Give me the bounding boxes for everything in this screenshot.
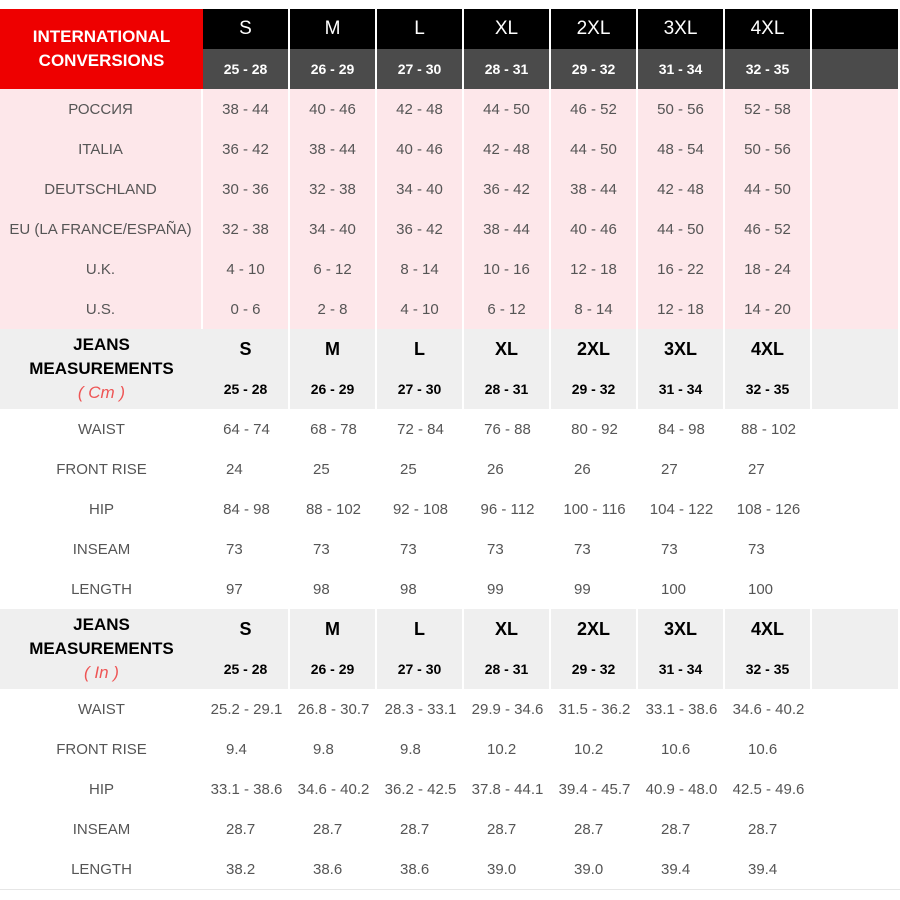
table-cell: 34 - 40 — [377, 169, 464, 209]
table-cell: 10.2 — [464, 729, 551, 769]
table-cell: 40 - 46 — [290, 89, 377, 129]
table-cell: 73 — [638, 529, 725, 569]
table-cell: 64 - 74 — [203, 409, 290, 449]
size-header: L — [377, 609, 464, 649]
size-range: 29 - 32 — [551, 369, 638, 409]
table-cell: 44 - 50 — [638, 209, 725, 249]
table-cell: 76 - 88 — [464, 409, 551, 449]
size-header: 3XL — [638, 609, 725, 649]
table-cell: 100 - 116 — [551, 489, 638, 529]
table-cell: 40 - 46 — [377, 129, 464, 169]
size-header: 3XL — [638, 9, 725, 49]
size-header: L — [377, 9, 464, 49]
table-cell: 28.7 — [638, 809, 725, 849]
table-cell: 26 — [551, 449, 638, 489]
table-cell: 28.3 - 33.1 — [377, 689, 464, 729]
size-range: 27 - 30 — [377, 369, 464, 409]
table-row-waist-in — [0, 689, 900, 730]
table-cell: 88 - 102 — [725, 409, 812, 449]
table-cell: 34 - 40 — [290, 209, 377, 249]
table-cell: 44 - 50 — [464, 89, 551, 129]
table-cell: 98 — [290, 569, 377, 609]
row-label: FRONT RISE — [0, 729, 203, 769]
row-label: ITALIA — [0, 129, 203, 169]
table-cell: 2 - 8 — [290, 289, 377, 329]
table-cell: 73 — [464, 529, 551, 569]
table-cell: 0 - 6 — [203, 289, 290, 329]
title-line-2: MEASUREMENTS — [29, 359, 174, 378]
table-cell: 34.6 - 40.2 — [725, 689, 812, 729]
table-cell: 28.7 — [377, 809, 464, 849]
table-cell: 68 - 78 — [290, 409, 377, 449]
conversion-size-range-row — [0, 49, 900, 89]
table-cell: 14 - 20 — [725, 289, 812, 329]
table-row-eu — [0, 209, 900, 249]
table-cell: 18 - 24 — [725, 249, 812, 289]
table-cell: 36.2 - 42.5 — [377, 769, 464, 809]
row-label: РОССИЯ — [0, 89, 203, 129]
table-cell: 28.7 — [290, 809, 377, 849]
table-cell: 92 - 108 — [377, 489, 464, 529]
table-cell: 33.1 - 38.6 — [638, 689, 725, 729]
table-cell: 32 - 38 — [203, 209, 290, 249]
size-header: M — [290, 9, 377, 49]
table-row-inseam-cm — [0, 529, 900, 570]
size-range: 29 - 32 — [551, 49, 638, 89]
size-range: 26 - 29 — [290, 369, 377, 409]
row-label: DEUTSCHLAND — [0, 169, 203, 209]
table-cell: 10 - 16 — [464, 249, 551, 289]
table-cell: 31.5 - 36.2 — [551, 689, 638, 729]
size-header: XL — [464, 609, 551, 649]
table-cell: 32 - 38 — [290, 169, 377, 209]
table-cell: 9.8 — [290, 729, 377, 769]
table-cell: 10.6 — [725, 729, 812, 769]
table-cell: 9.4 — [203, 729, 290, 769]
table-cell: 36 - 42 — [464, 169, 551, 209]
table-cell: 38.6 — [377, 849, 464, 889]
table-row-front-rise-cm — [0, 449, 900, 490]
conversion-size-header-row — [0, 9, 900, 49]
table-cell: 39.4 — [725, 849, 812, 889]
table-cell: 38 - 44 — [464, 209, 551, 249]
table-cell: 97 — [203, 569, 290, 609]
table-cell: 73 — [203, 529, 290, 569]
table-cell: 50 - 56 — [725, 129, 812, 169]
size-range: 27 - 30 — [377, 49, 464, 89]
size-header: S — [203, 609, 290, 649]
table-cell: 27 — [638, 449, 725, 489]
table-cell: 39.4 — [638, 849, 725, 889]
table-cell: 8 - 14 — [551, 289, 638, 329]
table-cell: 12 - 18 — [551, 249, 638, 289]
size-range: 28 - 31 — [464, 649, 551, 689]
size-range: 26 - 29 — [290, 49, 377, 89]
table-cell: 26 — [464, 449, 551, 489]
table-cell: 12 - 18 — [638, 289, 725, 329]
table-cell: 36 - 42 — [377, 209, 464, 249]
row-label: EU (LA FRANCE/ESPAÑA) — [0, 209, 203, 249]
size-range: 25 - 28 — [203, 49, 290, 89]
row-label: LENGTH — [0, 849, 203, 889]
size-header: L — [377, 329, 464, 369]
size-range: 31 - 34 — [638, 369, 725, 409]
table-cell: 4 - 10 — [203, 249, 290, 289]
table-cell: 73 — [377, 529, 464, 569]
table-cell: 33.1 - 38.6 — [203, 769, 290, 809]
size-header: S — [203, 329, 290, 369]
row-label: U.S. — [0, 289, 203, 329]
table-cell: 34.6 - 40.2 — [290, 769, 377, 809]
table-cell: 6 - 12 — [464, 289, 551, 329]
table-cell: 84 - 98 — [203, 489, 290, 529]
table-cell: 38.2 — [203, 849, 290, 889]
table-cell: 27 — [725, 449, 812, 489]
table-cell: 42.5 - 49.6 — [725, 769, 812, 809]
table-row-inseam-in — [0, 809, 900, 850]
table-cell: 100 — [725, 569, 812, 609]
title-line-1: JEANS — [73, 335, 130, 354]
table-cell: 28.7 — [464, 809, 551, 849]
unit-label: ( Cm ) — [77, 383, 126, 402]
table-cell: 6 - 12 — [290, 249, 377, 289]
size-header: 2XL — [551, 609, 638, 649]
row-label: FRONT RISE — [0, 449, 203, 489]
size-range: 31 - 34 — [638, 649, 725, 689]
table-row-russia — [0, 89, 900, 129]
table-cell: 104 - 122 — [638, 489, 725, 529]
table-cell: 84 - 98 — [638, 409, 725, 449]
row-label: HIP — [0, 769, 203, 809]
title-line-1: JEANS — [73, 615, 130, 634]
table-cell: 25 — [377, 449, 464, 489]
table-cell: 73 — [725, 529, 812, 569]
table-cell: 73 — [290, 529, 377, 569]
table-row-length-cm — [0, 569, 900, 610]
table-cell: 30 - 36 — [203, 169, 290, 209]
table-row-us — [0, 289, 900, 329]
table-cell: 28.7 — [203, 809, 290, 849]
table-row-hip-in — [0, 769, 900, 810]
size-header: 4XL — [725, 9, 812, 49]
table-cell: 38 - 44 — [203, 89, 290, 129]
table-row-front-rise-in — [0, 729, 900, 770]
table-cell: 44 - 50 — [551, 129, 638, 169]
table-cell: 38 - 44 — [551, 169, 638, 209]
table-cell: 72 - 84 — [377, 409, 464, 449]
table-cell: 80 - 92 — [551, 409, 638, 449]
table-cell: 4 - 10 — [377, 289, 464, 329]
row-label: INSEAM — [0, 809, 203, 849]
table-row-length-in — [0, 849, 900, 890]
table-cell: 46 - 52 — [725, 209, 812, 249]
table-cell: 36 - 42 — [203, 129, 290, 169]
size-header: 2XL — [551, 329, 638, 369]
table-cell: 28.7 — [551, 809, 638, 849]
table-cell: 8 - 14 — [377, 249, 464, 289]
table-cell: 39.0 — [464, 849, 551, 889]
table-cell: 38.6 — [290, 849, 377, 889]
table-cell: 46 - 52 — [551, 89, 638, 129]
size-range: 25 - 28 — [203, 369, 290, 409]
table-cell: 50 - 56 — [638, 89, 725, 129]
table-cell: 44 - 50 — [725, 169, 812, 209]
size-header: S — [203, 9, 290, 49]
row-label: INSEAM — [0, 529, 203, 569]
table-cell: 9.8 — [377, 729, 464, 769]
table-cell: 25 — [290, 449, 377, 489]
table-cell: 48 - 54 — [638, 129, 725, 169]
size-header: 4XL — [725, 609, 812, 649]
row-label: WAIST — [0, 409, 203, 449]
table-row-italia — [0, 129, 900, 169]
unit-label: ( In ) — [84, 663, 119, 682]
table-cell: 40.9 - 48.0 — [638, 769, 725, 809]
size-range: 28 - 31 — [464, 369, 551, 409]
table-row-hip-cm — [0, 489, 900, 530]
table-cell: 52 - 58 — [725, 89, 812, 129]
size-range: 25 - 28 — [203, 649, 290, 689]
table-cell: 16 - 22 — [638, 249, 725, 289]
size-header: 3XL — [638, 329, 725, 369]
table-cell: 10.6 — [638, 729, 725, 769]
size-range: 26 - 29 — [290, 649, 377, 689]
size-header: M — [290, 609, 377, 649]
table-cell: 99 — [551, 569, 638, 609]
table-cell: 10.2 — [551, 729, 638, 769]
size-range: 29 - 32 — [551, 649, 638, 689]
table-cell: 99 — [464, 569, 551, 609]
table-cell: 88 - 102 — [290, 489, 377, 529]
size-header: XL — [464, 9, 551, 49]
table-cell: 42 - 48 — [638, 169, 725, 209]
table-cell: 26.8 - 30.7 — [290, 689, 377, 729]
size-range: 32 - 35 — [725, 49, 812, 89]
size-header: M — [290, 329, 377, 369]
table-cell: 96 - 112 — [464, 489, 551, 529]
row-label: WAIST — [0, 689, 203, 729]
size-range: 31 - 34 — [638, 49, 725, 89]
jeans-in-size-range-row — [0, 649, 900, 689]
table-cell: 39.4 - 45.7 — [551, 769, 638, 809]
size-range: 27 - 30 — [377, 649, 464, 689]
table-cell: 24 — [203, 449, 290, 489]
jeans-cm-size-range-row — [0, 369, 900, 409]
table-row-waist-cm — [0, 409, 900, 450]
table-cell: 100 — [638, 569, 725, 609]
table-cell: 38 - 44 — [290, 129, 377, 169]
table-cell: 42 - 48 — [377, 89, 464, 129]
table-cell: 108 - 126 — [725, 489, 812, 529]
row-label: LENGTH — [0, 569, 203, 609]
size-range: 28 - 31 — [464, 49, 551, 89]
title-line-2: MEASUREMENTS — [29, 639, 174, 658]
row-label: U.K. — [0, 249, 203, 289]
title-line-2: CONVERSIONS — [38, 51, 165, 70]
jeans-cm-size-header-row — [0, 329, 900, 369]
table-row-uk — [0, 249, 900, 289]
table-row-deutschland — [0, 169, 900, 209]
jeans-in-size-header-row — [0, 609, 900, 649]
size-header: 2XL — [551, 9, 638, 49]
table-cell: 25.2 - 29.1 — [203, 689, 290, 729]
table-cell: 40 - 46 — [551, 209, 638, 249]
row-label: HIP — [0, 489, 203, 529]
table-cell: 39.0 — [551, 849, 638, 889]
table-cell: 28.7 — [725, 809, 812, 849]
size-header: XL — [464, 329, 551, 369]
size-range: 32 - 35 — [725, 369, 812, 409]
size-header: 4XL — [725, 329, 812, 369]
size-range: 32 - 35 — [725, 649, 812, 689]
table-cell: 98 — [377, 569, 464, 609]
table-cell: 29.9 - 34.6 — [464, 689, 551, 729]
title-line-1: INTERNATIONAL — [32, 27, 171, 46]
table-cell: 42 - 48 — [464, 129, 551, 169]
table-cell: 73 — [551, 529, 638, 569]
table-cell: 37.8 - 44.1 — [464, 769, 551, 809]
